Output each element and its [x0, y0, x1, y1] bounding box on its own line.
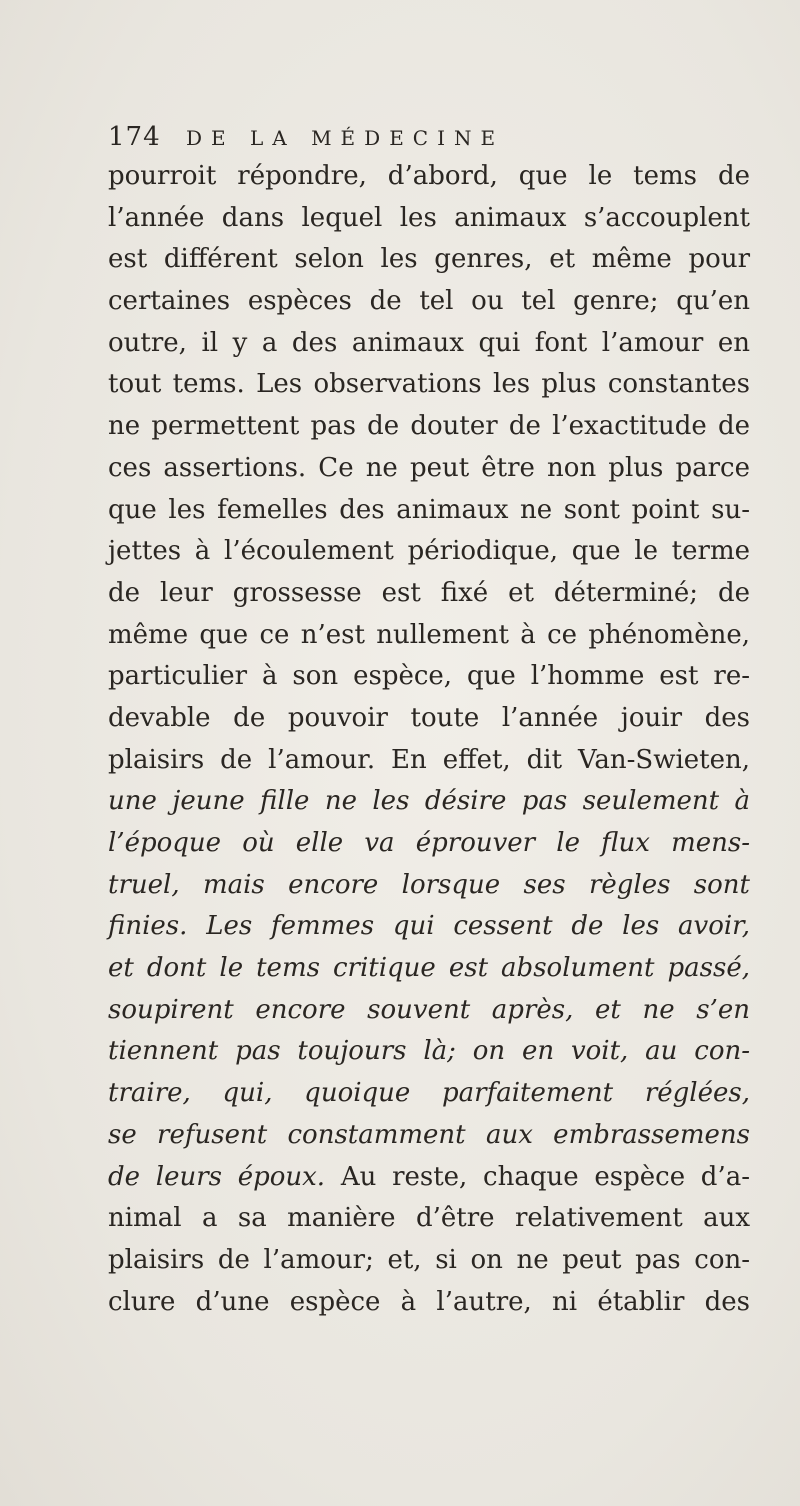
quoted-line: finies. Les femmes qui cessent de les avoir,: [108, 911, 750, 942]
quoted-line: l’époque où elle va éprouver le flux mens-: [108, 828, 750, 858]
text-line: ces assertions. Ce ne peut être non plus parce: [108, 452, 750, 483]
text-line: plaisirs de l’amour; et, si on ne peut pas con-: [108, 1244, 750, 1275]
quoted-line: et dont le tems critique est absolument passé,: [108, 953, 750, 984]
text-fragment: Au reste, chaque espèce d’a-: [340, 1161, 751, 1192]
quoted-line: une jeune fille ne les désire pas seulement à: [108, 786, 750, 817]
quoted-line: truel, mais encore lorsque ses règles sont: [108, 869, 750, 900]
text-line: est différent selon les genres, et même pour: [108, 244, 750, 275]
text-line: nimal a sa manière d’être relativement aux: [108, 1203, 750, 1234]
quoted-line: soupirent encore souvent après, et ne s’en: [108, 994, 750, 1025]
quoted-fragment: de leurs époux.: [108, 1161, 326, 1192]
page-number: 174: [108, 122, 161, 152]
text-line: certaines espèces de tel ou tel genre; qu’en: [108, 286, 750, 317]
text-line: particulier à son espèce, que l’homme est re-: [108, 661, 750, 692]
text-line: de leur grossesse est fixé et déterminé; de: [108, 577, 750, 608]
running-title: DE LA MÉDECINE: [186, 126, 505, 150]
text-line: ne permettent pas de douter de l’exactitude de: [108, 411, 750, 442]
text-line: pourroit répondre, d’abord, que le tems de: [108, 161, 750, 191]
text-line: [108, 1157, 750, 1199]
text-line: même que ce n’est nullement à ce phénomène,: [108, 619, 750, 650]
quoted-line: tiennent pas toujours là; on en voit, au con-: [108, 1036, 750, 1067]
quoted-line: se refusent constamment aux embrassemens: [108, 1119, 750, 1150]
text-line: clure d’une espèce à l’autre, ni établir des: [108, 1286, 750, 1317]
text-line: outre, il y a des animaux qui font l’amour en: [108, 327, 750, 358]
text-line: tout tems. Les observations les plus constantes: [108, 369, 750, 400]
text-line: devable de pouvoir toute l’année jouir des: [108, 702, 750, 733]
quoted-line: traire, qui, quoique parfaitement réglées,: [108, 1078, 750, 1109]
text-line: plaisirs de l’amour. En effet, dit Van-Swieten,: [108, 744, 750, 775]
text-line: jettes à l’écoulement périodique, que le terme: [108, 536, 750, 567]
body-text: [108, 156, 750, 1323]
text-line: que les femelles des animaux ne sont point su-: [108, 494, 750, 525]
text-line: l’année dans lequel les animaux s’accouplent: [108, 202, 750, 233]
